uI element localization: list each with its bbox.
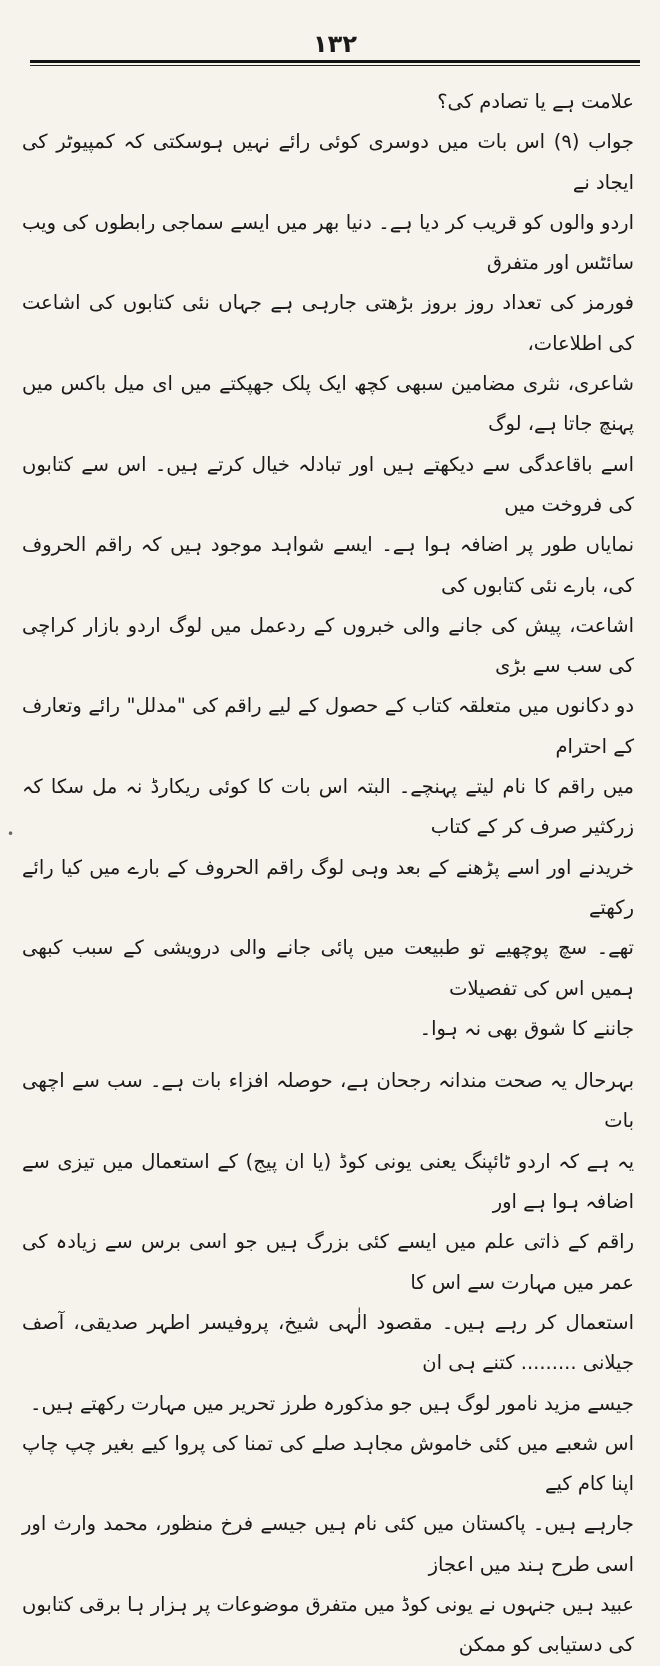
text-line: جارہے ہیں۔ پاکستان میں کئی نام ہیں جیسے فرخ منظور، محمد وارث اور اسی طرح ہند میں اعجاز xyxy=(22,1512,634,1576)
paragraph-1 xyxy=(22,82,634,1049)
page-header xyxy=(30,20,640,70)
text-line: تھے۔ سچ پوچھیے تو طبیعت میں پائی جانے والی درویشی کے سبب کبھی ہمیں اس کی تفصیلات xyxy=(22,936,634,1000)
text-line: نمایاں طور پر اضافہ ہوا ہے۔ ایسے شواہد موجود ہیں کہ راقم الحروف کی، بارے نئی کتابوں کی xyxy=(22,533,634,597)
text-line: خریدنے اور اسے پڑھنے کے بعد وہی لوگ راقم الحروف کے بارے میں کیا رائے رکھتے xyxy=(22,855,634,919)
text-line: جواب (۹) اس بات میں دوسری کوئی رائے نہیں ہوسکتی کہ کمپیوٹر کی ایجاد نے xyxy=(22,130,634,194)
text-line: جاننے کا شوق بھی نہ ہوا۔ xyxy=(419,1016,634,1040)
text-line: علامت ہے یا تصادم کی؟ xyxy=(437,90,634,113)
text-line: اس شعبے میں کئی خاموش مجاہد صلے کی تمنا کی پروا کیے بغیر چپ چاپ اپنا کام کیے xyxy=(22,1431,634,1496)
header-rule-thin xyxy=(30,65,640,66)
text-line: استعمال کر رہے ہیں۔ مقصود الٰہی شیخ، پروفیسر اطہر صدیقی، آصف جیلانی ......... کتنے ہی ان xyxy=(22,1310,634,1375)
header-rule-thick xyxy=(30,60,640,63)
text-line: عبید ہیں جنہوں نے یونی کوڈ میں متفرق موضوعات پر ہزار ہا برقی کتابوں کی دستیابی کو ممکن xyxy=(22,1592,634,1657)
paragraph-3 xyxy=(22,1424,634,1666)
text-line: بہرحال یہ صحت مندانہ رجحان ہے، حوصلہ افزاء بات ہے۔ سب سے اچھی بات xyxy=(22,1069,634,1133)
text-line: اردو والوں کو قریب کر دیا ہے۔ دنیا بھر میں ایسے سماجی رابطوں کی ویب سائٹس اور متفرق xyxy=(22,210,634,275)
text-line: جیسے مزید نامور لوگ ہیں جو مذکورہ طرز تحریر میں مہارت رکھتے ہیں۔ xyxy=(30,1391,634,1415)
text-line: دو دکانوں میں متعلقہ کتاب کے حصول کے لیے راقم کی "مدلل" رائے وتعارف کے احترام xyxy=(22,694,634,758)
text-line: یہ ہے کہ اردو ٹائپنگ یعنی یونی کوڈ (یا ان پیج) کے استعمال میں تیزی سے اضافہ ہوا ہے اور xyxy=(22,1149,634,1214)
text-line: میں راقم کا نام لیتے پہنچے۔ البتہ اس بات کا کوئی ریکارڈ نہ مل سکا کہ زرکثیر صرف کر کے کتاب xyxy=(22,775,634,839)
margin-dot: • xyxy=(7,827,15,841)
paragraph-2 xyxy=(22,1061,634,1424)
body-text xyxy=(22,82,634,1657)
text-line: اشاعت، پیش کی جانے والی خبروں کے ردعمل میں لوگ اردو بازار کراچی کی سب سے بڑی xyxy=(22,613,634,678)
text-line: راقم کے ذاتی علم میں ایسے کئی بزرگ ہیں جو اسی برس سے زیادہ کی عمر میں مہارت سے اس کا xyxy=(22,1230,634,1294)
text-line: فورمز کی تعداد روز بروز بڑھتی جارہی ہے جہاں نئی کتابوں کی اشاعت کی اطلاعات، xyxy=(22,291,634,355)
page-number: ١٣٢ xyxy=(313,30,357,58)
text-line: اسے باقاعدگی سے دیکھتے ہیں اور تبادلہ خیال کرتے ہیں۔ اس سے کتابوں کی فروخت میں xyxy=(22,452,634,516)
text-line: شاعری، نثری مضامین سبھی کچھ ایک پلک جھپکتے میں ای میل باکس میں پہنچ جاتا ہے، لوگ xyxy=(22,372,634,436)
